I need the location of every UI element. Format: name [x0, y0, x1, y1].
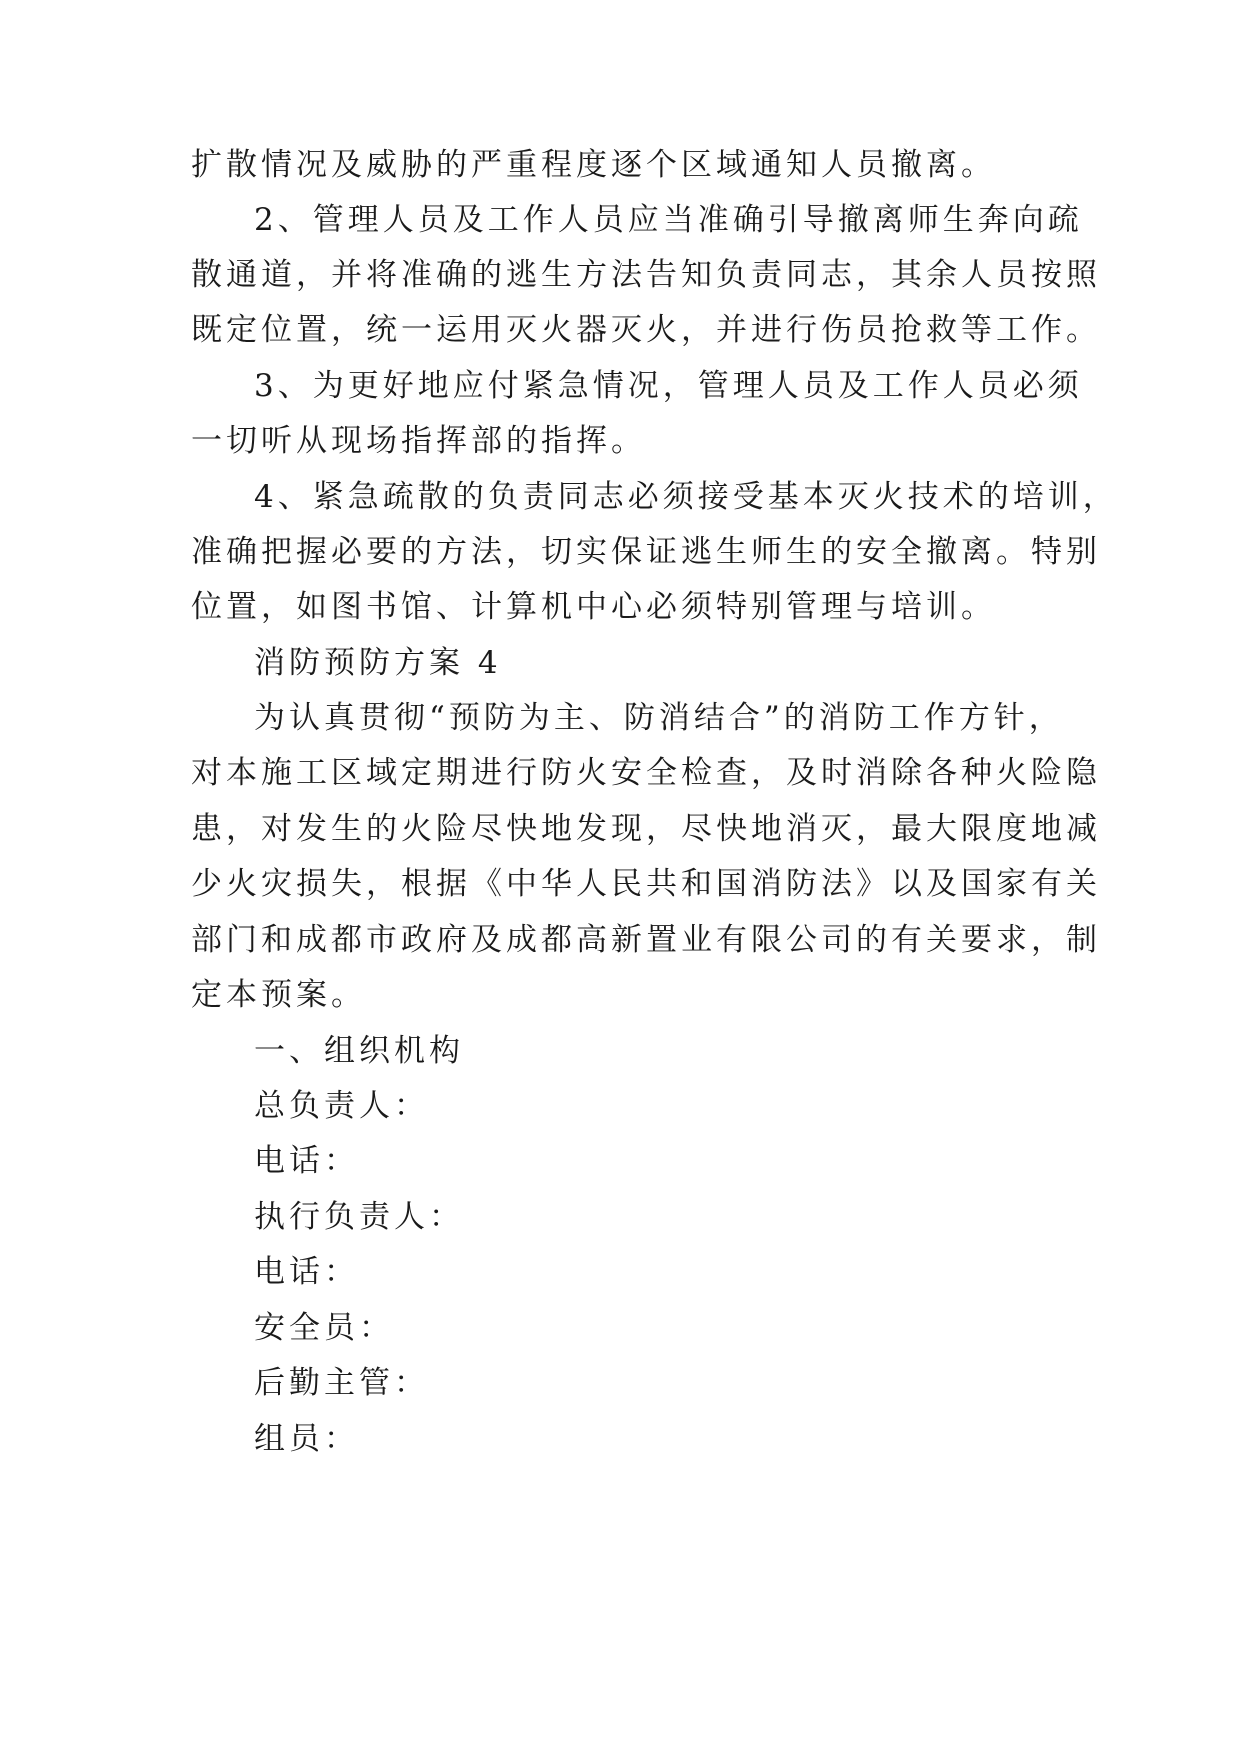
- subsection-heading: 一、组织机构: [254, 1033, 464, 1069]
- field-label: 电话：: [254, 1254, 359, 1290]
- field-label: 安全员：: [254, 1310, 394, 1346]
- body-line: 对本施工区域定期进行防火安全检查，及时消除各种火险隐: [191, 755, 1101, 791]
- item-4-line: 4、紧急疏散的负责同志必须接受基本灭火技术的培训，: [254, 479, 1118, 515]
- body-line: 扩散情况及威胁的严重程度逐个区域通知人员撤离。: [191, 147, 996, 183]
- body-line: 一切听从现场指挥部的指挥。: [191, 423, 646, 459]
- body-line: 患，对发生的火险尽快地发现，尽快地消灭，最大限度地减: [191, 811, 1101, 847]
- body-line: 定本预案。: [191, 977, 366, 1013]
- body-line: 散通道，并将准确的逃生方法告知负责同志，其余人员按照: [191, 257, 1101, 293]
- field-label: 总负责人：: [254, 1088, 429, 1124]
- item-3-line: 3、为更好地应付紧急情况，管理人员及工作人员必须: [254, 368, 1083, 404]
- field-label: 电话：: [254, 1143, 359, 1179]
- field-label: 组员：: [254, 1421, 359, 1457]
- body-line: 少火灾损失，根据《中华人民共和国消防法》以及国家有关: [191, 866, 1101, 902]
- field-label: 执行负责人：: [254, 1199, 464, 1235]
- field-label: 后勤主管：: [254, 1365, 429, 1401]
- body-line: 位置，如图书馆、计算机中心必须特别管理与培训。: [191, 589, 996, 625]
- body-line: 既定位置，统一运用灭火器灭火，并进行伤员抢救等工作。: [191, 312, 1101, 348]
- item-2-line: 2、管理人员及工作人员应当准确引导撤离师生奔向疏: [254, 202, 1083, 238]
- body-line: 准确把握必要的方法，切实保证逃生师生的安全撤离。特别: [191, 534, 1101, 570]
- paragraph-line: 为认真贯彻“预防为主、防消结合”的消防工作方针，: [254, 700, 1064, 736]
- section-heading: 消防预防方案 4: [254, 645, 502, 681]
- body-line: 部门和成都市政府及成都高新置业有限公司的有关要求，制: [191, 922, 1101, 958]
